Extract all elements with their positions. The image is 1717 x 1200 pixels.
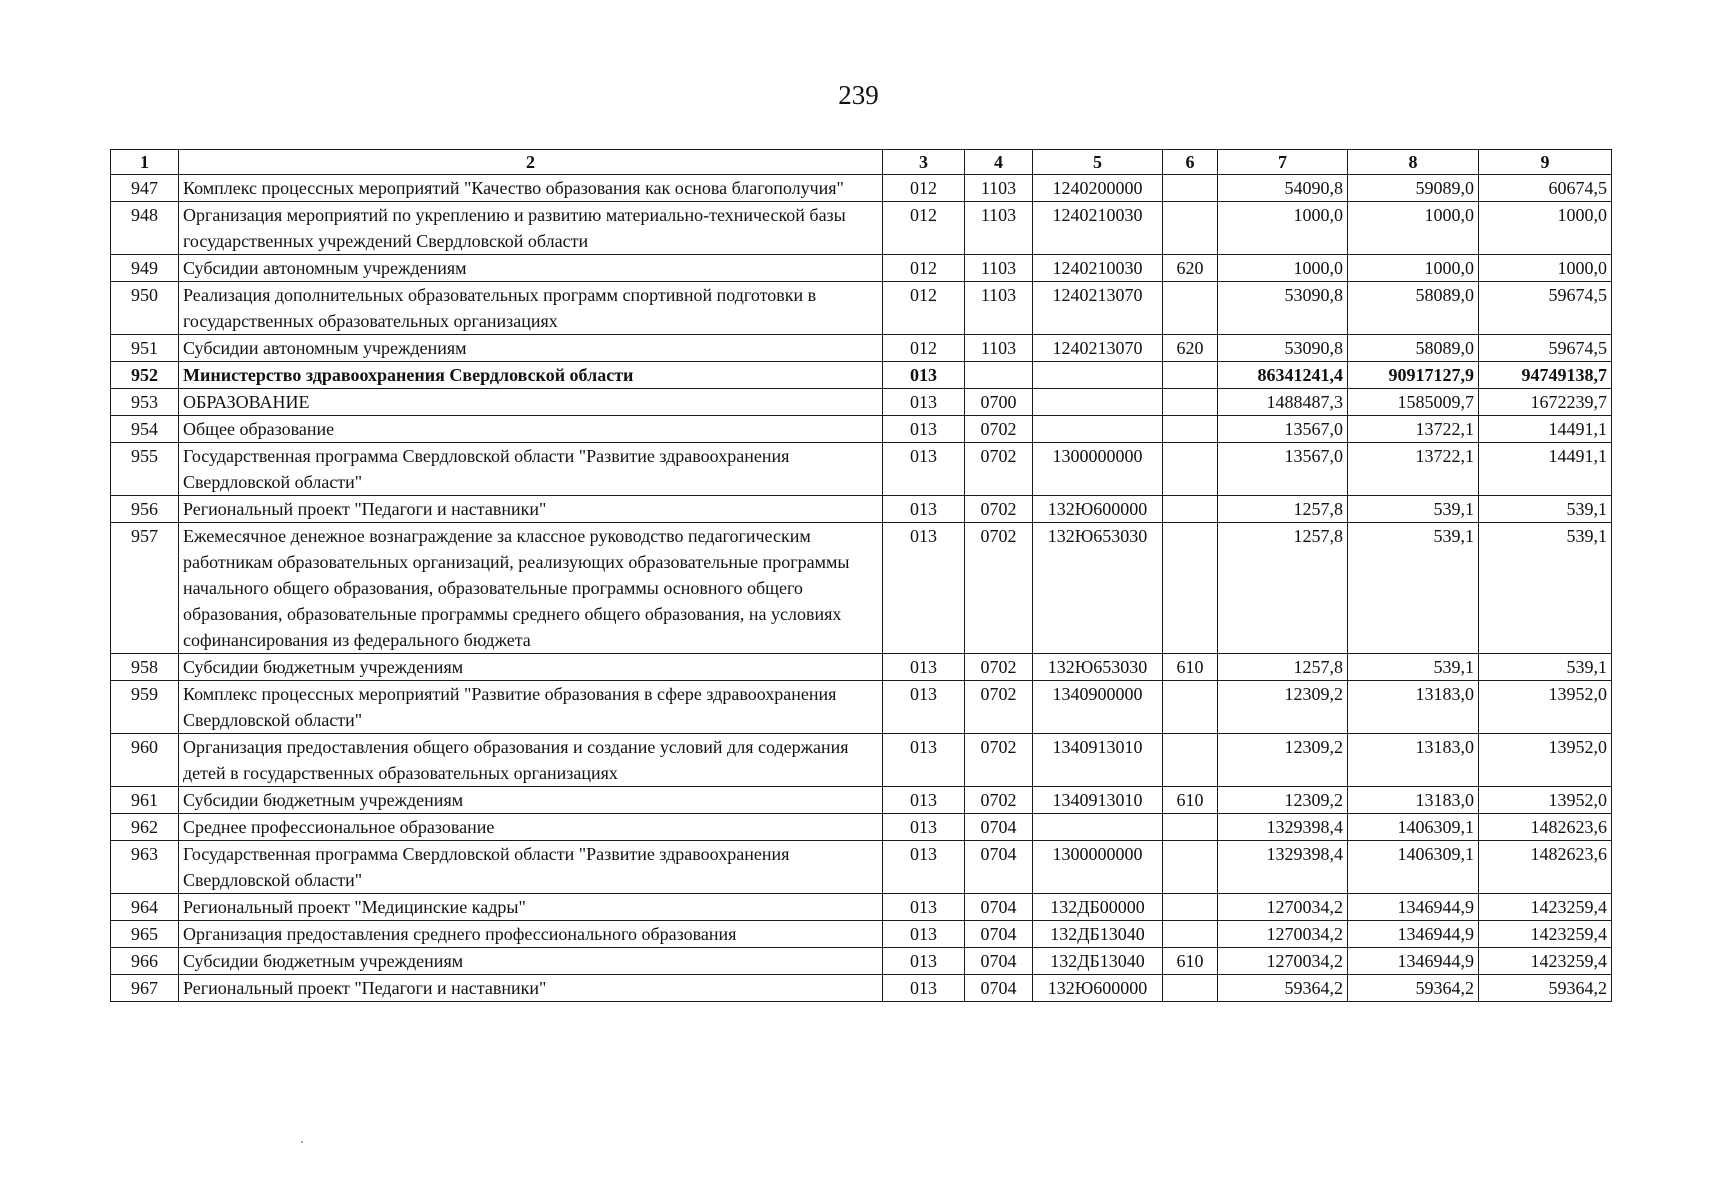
admin-code-cell: 013 [883,362,965,389]
item-name-cell: Общее образование [179,416,883,443]
table-row [111,841,1612,894]
admin-code-cell: 013 [883,814,965,841]
section-code-cell: 0702 [965,443,1033,496]
amount-year1-cell: 86341241,4 [1218,362,1348,389]
amount-year3-cell: 59674,5 [1479,282,1612,335]
admin-code-cell: 013 [883,496,965,523]
row-number-cell: 962 [111,814,179,841]
amount-year3-cell: 1672239,7 [1479,389,1612,416]
section-code-cell: 0702 [965,523,1033,654]
admin-code-cell: 013 [883,416,965,443]
section-code-cell: 0704 [965,975,1033,1002]
item-name-cell: Региональный проект "Педагоги и наставники" [179,496,883,523]
row-number-cell: 947 [111,175,179,202]
amount-year3-cell: 13952,0 [1479,787,1612,814]
amount-year2-cell: 1406309,1 [1348,814,1479,841]
expense-type-cell [1163,975,1218,1002]
amount-year3-cell: 1423259,4 [1479,948,1612,975]
admin-code-cell: 013 [883,921,965,948]
admin-code-cell: 013 [883,654,965,681]
item-name-cell: Организация предоставления общего образования и создание условий для содержания детей в государственных образовательных организациях [179,734,883,787]
budget-table [110,149,1612,1002]
target-article-cell [1033,814,1163,841]
table-row [111,389,1612,416]
row-number-cell: 948 [111,202,179,255]
row-number-cell: 960 [111,734,179,787]
table-row [111,814,1612,841]
target-article-cell: 1340913010 [1033,734,1163,787]
section-code-cell: 0700 [965,389,1033,416]
table-row [111,734,1612,787]
row-number-cell: 961 [111,787,179,814]
expense-type-cell [1163,814,1218,841]
admin-code-cell: 013 [883,389,965,416]
item-name-cell: Субсидии бюджетным учреждениям [179,948,883,975]
target-article-cell: 1340913010 [1033,787,1163,814]
amount-year1-cell: 1257,8 [1218,523,1348,654]
expense-type-cell [1163,496,1218,523]
column-header-3: 3 [883,150,965,175]
item-name-cell: Субсидии бюджетным учреждениям [179,654,883,681]
table-row [111,335,1612,362]
table-row [111,787,1612,814]
expense-type-cell [1163,734,1218,787]
expense-type-cell: 620 [1163,335,1218,362]
amount-year3-cell: 14491,1 [1479,443,1612,496]
section-code-cell: 0702 [965,416,1033,443]
target-article-cell: 1240200000 [1033,175,1163,202]
amount-year1-cell: 1270034,2 [1218,921,1348,948]
expense-type-cell [1163,523,1218,654]
target-article-cell: 1340900000 [1033,681,1163,734]
expense-type-cell [1163,175,1218,202]
amount-year2-cell: 58089,0 [1348,335,1479,362]
amount-year2-cell: 1000,0 [1348,255,1479,282]
amount-year1-cell: 12309,2 [1218,787,1348,814]
admin-code-cell: 013 [883,787,965,814]
section-code-cell: 0704 [965,841,1033,894]
expense-type-cell: 610 [1163,948,1218,975]
column-header-7: 7 [1218,150,1348,175]
admin-code-cell: 013 [883,523,965,654]
section-code-cell: 1103 [965,175,1033,202]
admin-code-cell: 013 [883,948,965,975]
admin-code-cell: 013 [883,894,965,921]
amount-year2-cell: 1346944,9 [1348,948,1479,975]
amount-year2-cell: 1406309,1 [1348,841,1479,894]
table-row [111,894,1612,921]
target-article-cell: 132Ю653030 [1033,523,1163,654]
item-name-cell: Комплекс процессных мероприятий "Качество образования как основа благополучия" [179,175,883,202]
target-article-cell: 1240210030 [1033,202,1163,255]
item-name-cell: Государственная программа Свердловской области "Развитие здравоохранения Свердловской области" [179,443,883,496]
item-name-cell: Организация предоставления среднего профессионального образования [179,921,883,948]
item-name-cell: Реализация дополнительных образовательных программ спортивной подготовки в государственных образовательных организациях [179,282,883,335]
column-header-9: 9 [1479,150,1612,175]
table-row [111,975,1612,1002]
amount-year2-cell: 90917127,9 [1348,362,1479,389]
column-header-8: 8 [1348,150,1479,175]
table-body [111,175,1612,1002]
table-row [111,175,1612,202]
admin-code-cell: 012 [883,255,965,282]
admin-code-cell: 013 [883,841,965,894]
amount-year1-cell: 1270034,2 [1218,894,1348,921]
target-article-cell: 132Ю600000 [1033,975,1163,1002]
expense-type-cell [1163,416,1218,443]
amount-year1-cell: 53090,8 [1218,282,1348,335]
item-name-cell: Среднее профессиональное образование [179,814,883,841]
row-number-cell: 967 [111,975,179,1002]
table-row [111,362,1612,389]
item-name-cell: Министерство здравоохранения Свердловской области [179,362,883,389]
table-row [111,255,1612,282]
amount-year3-cell: 1000,0 [1479,255,1612,282]
admin-code-cell: 012 [883,175,965,202]
target-article-cell: 132ДБ00000 [1033,894,1163,921]
amount-year1-cell: 1270034,2 [1218,948,1348,975]
amount-year3-cell: 1482623,6 [1479,814,1612,841]
table-header [111,150,1612,175]
section-code-cell: 0704 [965,814,1033,841]
amount-year2-cell: 58089,0 [1348,282,1479,335]
row-number-cell: 951 [111,335,179,362]
amount-year1-cell: 1000,0 [1218,255,1348,282]
amount-year2-cell: 539,1 [1348,523,1479,654]
target-article-cell [1033,362,1163,389]
page-number: 239 [838,80,879,110]
target-article-cell: 1300000000 [1033,443,1163,496]
expense-type-cell [1163,443,1218,496]
amount-year2-cell: 1585009,7 [1348,389,1479,416]
expense-type-cell: 610 [1163,787,1218,814]
amount-year3-cell: 13952,0 [1479,681,1612,734]
amount-year2-cell: 13722,1 [1348,443,1479,496]
row-number-cell: 957 [111,523,179,654]
admin-code-cell: 013 [883,443,965,496]
column-header-2: 2 [179,150,883,175]
row-number-cell: 952 [111,362,179,389]
table-row [111,416,1612,443]
section-code-cell: 0704 [965,894,1033,921]
amount-year1-cell: 54090,8 [1218,175,1348,202]
row-number-cell: 956 [111,496,179,523]
table-row [111,654,1612,681]
admin-code-cell: 012 [883,335,965,362]
amount-year3-cell: 59674,5 [1479,335,1612,362]
amount-year1-cell: 59364,2 [1218,975,1348,1002]
amount-year3-cell: 539,1 [1479,654,1612,681]
section-code-cell: 1103 [965,255,1033,282]
expense-type-cell: 610 [1163,654,1218,681]
table-row [111,202,1612,255]
section-code-cell [965,362,1033,389]
amount-year3-cell: 1482623,6 [1479,841,1612,894]
item-name-cell: Субсидии автономным учреждениям [179,255,883,282]
target-article-cell [1033,416,1163,443]
amount-year2-cell: 1346944,9 [1348,921,1479,948]
amount-year1-cell: 1329398,4 [1218,841,1348,894]
amount-year1-cell: 1000,0 [1218,202,1348,255]
amount-year3-cell: 60674,5 [1479,175,1612,202]
admin-code-cell: 013 [883,975,965,1002]
amount-year3-cell: 14491,1 [1479,416,1612,443]
amount-year2-cell: 539,1 [1348,496,1479,523]
amount-year3-cell: 1423259,4 [1479,894,1612,921]
target-article-cell: 1300000000 [1033,841,1163,894]
amount-year2-cell: 13722,1 [1348,416,1479,443]
row-number-cell: 950 [111,282,179,335]
table-row [111,681,1612,734]
scan-speck [301,1141,303,1143]
amount-year2-cell: 1000,0 [1348,202,1479,255]
row-number-cell: 964 [111,894,179,921]
header-row [111,150,1612,175]
section-code-cell: 0702 [965,734,1033,787]
row-number-cell: 949 [111,255,179,282]
amount-year2-cell: 1346944,9 [1348,894,1479,921]
amount-year1-cell: 12309,2 [1218,681,1348,734]
item-name-cell: Региональный проект "Медицинские кадры" [179,894,883,921]
item-name-cell: Субсидии бюджетным учреждениям [179,787,883,814]
row-number-cell: 953 [111,389,179,416]
item-name-cell: Региональный проект "Педагоги и наставники" [179,975,883,1002]
item-name-cell: Комплекс процессных мероприятий "Развитие образования в сфере здравоохранения Свердловской области" [179,681,883,734]
target-article-cell: 1240213070 [1033,282,1163,335]
amount-year2-cell: 59089,0 [1348,175,1479,202]
target-article-cell: 132ДБ13040 [1033,948,1163,975]
target-article-cell: 1240213070 [1033,335,1163,362]
amount-year3-cell: 59364,2 [1479,975,1612,1002]
table-row [111,496,1612,523]
amount-year3-cell: 1423259,4 [1479,921,1612,948]
expense-type-cell [1163,362,1218,389]
row-number-cell: 959 [111,681,179,734]
expense-type-cell [1163,841,1218,894]
amount-year2-cell: 539,1 [1348,654,1479,681]
amount-year3-cell: 13952,0 [1479,734,1612,787]
target-article-cell: 132Ю653030 [1033,654,1163,681]
section-code-cell: 0702 [965,654,1033,681]
section-code-cell: 1103 [965,202,1033,255]
expense-type-cell [1163,894,1218,921]
amount-year1-cell: 1257,8 [1218,496,1348,523]
expense-type-cell [1163,681,1218,734]
target-article-cell: 1240210030 [1033,255,1163,282]
amount-year1-cell: 1488487,3 [1218,389,1348,416]
section-code-cell: 0704 [965,921,1033,948]
column-header-6: 6 [1163,150,1218,175]
amount-year1-cell: 53090,8 [1218,335,1348,362]
section-code-cell: 0704 [965,948,1033,975]
amount-year3-cell: 94749138,7 [1479,362,1612,389]
row-number-cell: 955 [111,443,179,496]
expense-type-cell [1163,921,1218,948]
amount-year2-cell: 13183,0 [1348,681,1479,734]
amount-year2-cell: 13183,0 [1348,787,1479,814]
row-number-cell: 954 [111,416,179,443]
column-header-5: 5 [1033,150,1163,175]
amount-year1-cell: 12309,2 [1218,734,1348,787]
admin-code-cell: 012 [883,202,965,255]
section-code-cell: 1103 [965,282,1033,335]
section-code-cell: 1103 [965,335,1033,362]
target-article-cell: 132Ю600000 [1033,496,1163,523]
admin-code-cell: 013 [883,734,965,787]
section-code-cell: 0702 [965,681,1033,734]
table-row [111,921,1612,948]
expense-type-cell [1163,282,1218,335]
amount-year1-cell: 1257,8 [1218,654,1348,681]
section-code-cell: 0702 [965,787,1033,814]
admin-code-cell: 012 [883,282,965,335]
expense-type-cell: 620 [1163,255,1218,282]
item-name-cell: Ежемесячное денежное вознаграждение за классное руководство педагогическим работникам образовательных организаций, реализующих образовательные программы начального общего образования, образовательные программы основного общего образования, образовательные программы среднего общего образования, на условиях софинансирования из федерального бюджета [179,523,883,654]
row-number-cell: 963 [111,841,179,894]
amount-year1-cell: 13567,0 [1218,416,1348,443]
amount-year3-cell: 539,1 [1479,523,1612,654]
row-number-cell: 965 [111,921,179,948]
amount-year3-cell: 1000,0 [1479,202,1612,255]
column-header-1: 1 [111,150,179,175]
item-name-cell: Субсидии автономным учреждениям [179,335,883,362]
target-article-cell [1033,389,1163,416]
table-row [111,948,1612,975]
admin-code-cell: 013 [883,681,965,734]
table-row [111,443,1612,496]
table-row [111,523,1612,654]
item-name-cell: Государственная программа Свердловской области "Развитие здравоохранения Свердловской области" [179,841,883,894]
expense-type-cell [1163,202,1218,255]
target-article-cell: 132ДБ13040 [1033,921,1163,948]
item-name-cell: Организация мероприятий по укреплению и развитию материально-технической базы государственных учреждений Свердловской области [179,202,883,255]
amount-year3-cell: 539,1 [1479,496,1612,523]
row-number-cell: 958 [111,654,179,681]
expense-type-cell [1163,389,1218,416]
amount-year1-cell: 13567,0 [1218,443,1348,496]
item-name-cell: ОБРАЗОВАНИЕ [179,389,883,416]
column-header-4: 4 [965,150,1033,175]
amount-year1-cell: 1329398,4 [1218,814,1348,841]
section-code-cell: 0702 [965,496,1033,523]
table-row [111,282,1612,335]
amount-year2-cell: 13183,0 [1348,734,1479,787]
row-number-cell: 966 [111,948,179,975]
amount-year2-cell: 59364,2 [1348,975,1479,1002]
